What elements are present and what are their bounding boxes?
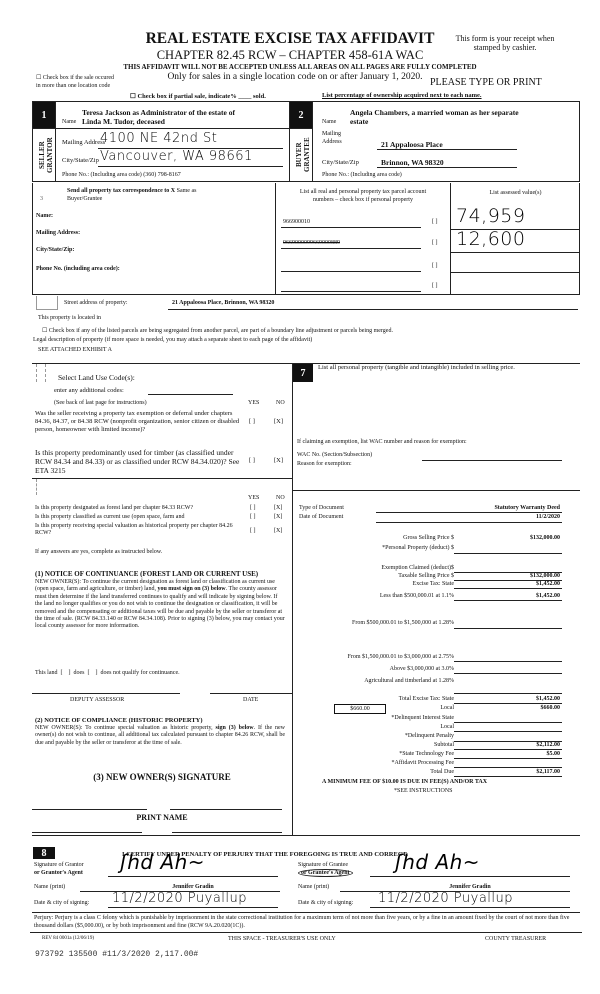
grantor-date-label: Date & city of signing: [34,900,90,906]
tax-label-taxable: Taxable Selling Price $ [398,573,454,579]
parcel-checkbox-2[interactable]: [ ] [432,240,438,246]
tax-label-gross: Gross Selling Price $ [403,535,454,541]
certification-statement: I CERTIFY UNDER PENALTY OF PERJURY THAT THE FOREGOING IS TRUE AND CORRECT. [122,851,409,858]
exemption-question: Was the seller receiving a property tax exemption or deferral under chapters 84.36, 84.37, or 84.38 RCW (nonprofit organization, senior citizen or disabled person, homeowner with limited income)? [35,410,240,433]
tax-value-tier1[interactable]: $1,452.00 [536,593,560,599]
section-number-8: 8 [33,847,55,859]
grantor-name-label: Name (print) [34,884,66,890]
personal-property-title: List all personal property (tangible and intangible) included in selling price. [318,364,515,371]
tax-value-taxable[interactable]: $132,000.00 [530,573,560,579]
completion-warning: THIS AFFIDAVIT WILL NOT BE ACCEPTED UNLESS ALL AREAS ON ALL PAGES ARE FULLY COMPLETED [123,63,477,71]
doc-type-label: Type of Document [299,505,344,511]
form-revision: REV 84 0001a (12/06/19) [42,936,94,941]
seller-phone[interactable]: Phone No.: (Including area code) (360) 798-8167 [62,172,181,178]
treasurer-use-note: THIS SPACE - TREASURER'S USE ONLY [228,936,336,942]
tax-label-subtotal: Subtotal [433,742,454,748]
tax-label-tech-fee: *State Technology Fee [399,751,454,757]
multi-location-checkbox[interactable]: ☐ Check box if the sale occured in more than one location code [36,75,115,89]
tax-label-total-state: Total Excise Tax: State [398,696,454,702]
see-instructions-note: *SEE INSTRUCTIONS [394,788,453,794]
no-header-2: NO [276,495,285,501]
seller-city-label: City/State/Zip [62,157,99,164]
receipt-note: This form is your receipt when stamped by cashier. [455,34,555,52]
seller-city[interactable]: Vancouver, WA 98661 [100,149,253,164]
tax-value-gross[interactable]: $132,000.00 [530,535,560,541]
grantor-signature[interactable]: ʃhd Ah~ [120,850,206,874]
assessed-value-1[interactable]: 74,959 [456,205,526,227]
correspondence-title: Send all property tax correspondence to X Same as Buyer/Grantee [67,188,197,202]
assessed-value-2[interactable]: 12,600 [456,228,526,250]
buyer-phone[interactable]: Phone No.: (Including area code) [322,172,402,178]
d-q2-yes[interactable]: [ ] [250,514,256,520]
section-number-3: 3 [40,196,43,202]
yes-header-2: YES [248,495,260,501]
continuance-qualify[interactable]: This land [ ] does [ ] does not qualify for continuance. [35,670,180,676]
no-header: NO [276,400,285,406]
tax-label-processing-fee: *Affidavit Processing Fee [391,760,454,766]
corr-name-label[interactable]: Name: [36,213,53,219]
tax-label-exemption: Exemption Claimed (deduct)$ [381,565,454,571]
tax-value-tech-fee[interactable]: $5.00 [546,751,560,757]
tax-label-total-due: Total Due [430,769,454,775]
see-back-note: (See back of last page for instructions) [54,400,147,406]
parcel-number-1[interactable]: 966900010 [283,219,310,225]
wac-label: WAC No. (Section/Subsection) [297,452,373,458]
tax-value-total-state[interactable]: $1,452.00 [536,696,560,702]
d-q1-no[interactable]: [X] [274,505,283,511]
new-owner-signature-title: (3) NEW OWNER(S) SIGNATURE [93,772,231,782]
county-treasurer-label: COUNTY TREASURER [485,936,547,942]
please-print: PLEASE TYPE OR PRINT [430,77,542,88]
q1-no[interactable]: [X] [274,418,284,425]
tax-label-personal: *Personal Property (deduct) $ [382,545,454,551]
seller-side-label: SELLER GRANTOR [38,137,54,173]
seller-address-label: Mailing Address [62,139,106,146]
exemption-note: If claiming an exemption, list WAC number and reason for exemption: [297,439,467,445]
parcels-header: List all real and personal property tax parcel account numbers – check box if personal property [299,189,427,203]
land-use-title: Select Land Use Code(s): [58,373,135,382]
grantee-signature[interactable]: ʃhd Ah~ [395,850,481,874]
section-number-5-box [36,364,46,382]
corr-city-label[interactable]: City/State/Zip: [36,247,75,253]
perjury-notice: Perjury: Perjury is a class C felony which is punishable by imprisonment in the state correctional institution for a maximum term of not more than five years, or by a fine in an amount fixed by the court of not more than five thousand dollars ($5,000.00), or by both imprisonment and fine (RCW 9A.20.020(1C)). [34,915,570,929]
grantor-signature-label: Signature of Grantor or Grantor's Agent [34,862,84,876]
notice-continuance-title: (1) NOTICE OF CONTINUANCE (FOREST LAND OR CURRENT USE) [35,570,259,578]
tax-value-excise-state[interactable]: $1,452.00 [536,581,560,587]
parcel-checkbox-1[interactable]: [ ] [432,219,438,225]
buyer-city[interactable]: Brinnon, WA 98320 [381,158,444,167]
treasurer-stamp: 973792 135500 #11/3/2020 2,117.00# [35,950,199,959]
grantee-name[interactable]: Jennifer Gradin [449,884,491,890]
section-number-6-box [36,479,42,495]
parcel-checkbox-3[interactable]: [ ] [432,263,438,269]
tax-value-local[interactable]: $660.00 [540,705,560,711]
local-tax-box[interactable]: $660.00 [334,704,386,714]
doc-date-label: Date of Document [299,514,344,520]
corr-address-label[interactable]: Mailing Address: [36,230,81,236]
timber-question: Is this property predominantly used for timber (as classified under RCW 84.34 and 84.33) or as classified under RCW 84.34.020)? See ETA 3215 [35,448,240,475]
section-number-2: 2 [290,102,312,128]
q2-no[interactable]: [X] [274,457,284,464]
tax-value-subtotal[interactable]: $2,112.00 [536,742,560,748]
tax-label-tier1: Less than $500,000.01 at 1.1% [379,593,454,599]
seller-address[interactable]: 4100 NE 42nd St [100,131,218,146]
grantor-date-city[interactable]: 11/2/2020 Puyallup [112,891,248,906]
d-q1-yes[interactable]: [ ] [250,505,256,511]
tax-label-delinquent-penalty: *Delinquent Penalty [404,733,454,739]
tax-label-agricultural: Agricultural and timberland at 1.28% [364,678,454,684]
grantee-date-city[interactable]: 11/2/2020 Puyallup [378,891,514,906]
buyer-address-label: Mailing Address [322,131,342,145]
street-address[interactable]: 21 Appaloosa Place, Brinnon, WA 98320 [172,300,275,306]
tax-label-tier4: Above $3,000,000 at 3.0% [389,666,454,672]
additional-codes-label: enter any additional codes: [54,387,124,394]
seller-name-label: Name [62,119,77,125]
q2-yes[interactable]: [ ] [249,457,255,464]
located-in-label: This property is located in [38,315,101,321]
form-title: REAL ESTATE EXCISE TAX AFFIDAVIT [145,30,435,47]
tax-label-excise-state: Excise Tax: State [412,581,454,587]
doc-type[interactable]: Statutory Warranty Deed [494,505,560,511]
corr-phone-label[interactable]: Phone No. (including area code): [36,266,120,272]
q1-yes[interactable]: [ ] [249,418,255,425]
tax-value-total-due[interactable]: $2,117.00 [536,769,560,775]
grantee-name-label: Name (print) [298,884,330,890]
seller-name: Teresa Jackson as Administrator of the estate of Linda M. Tudor, deceased [82,108,235,126]
tax-label-local: Local [440,705,454,711]
reason-label: Reason for exemption: [297,461,352,467]
tax-label-tier2: From $500,000.01 to $1,500,000 at 1.28% [352,620,454,626]
grantee-date-label: Date & city of signing: [298,900,354,906]
section-number-7: 7 [293,364,313,382]
notice-compliance-text: NEW OWNER(S): To continue special valuation as historic property, sign (3) below. If the new owner(s) do not wish to continue, all additional tax calculated pursuant to chapter 84.26 RCW, shall be due and payable by the seller or transferor at the time of sale. [35,725,286,746]
tax-label-delinquent-interest-local: Local [440,724,454,730]
buyer-name-label: Name [322,119,337,125]
legal-description-label: Legal description of property (if more space is needed, you may attach a separate sheet to each page of the affidavit) [33,337,313,343]
buyer-city-label: City/State/Zip [322,159,359,166]
doc-date[interactable]: 11/2/2020 [535,514,560,520]
segregated-checkbox[interactable]: ☐ Check box if any of the listed parcels are being segregated from another parcel, are part of a boundary line adjustment or parcels being merged. [42,328,393,334]
buyer-name: Angela Chambers, a married woman as her separate estate [350,108,519,126]
deputy-assessor-label: DEPUTY ASSESSOR [70,697,125,703]
date-label: DATE [243,697,259,703]
form-subtitle: CHAPTER 82.45 RCW – CHAPTER 458-61A WAC [156,48,424,62]
buyer-side-label: BUYER GRANTEE [295,137,311,173]
print-name-label: PRINT NAME [136,813,188,822]
minimum-fee-note: A MINIMUM FEE OF $10.00 IS DUE IN FEE(S) AND/OR TAX [322,779,488,785]
assessed-values-header: List assessed value(s) [489,190,542,196]
buyer-address[interactable]: 21 Appaloosa Place [381,140,443,149]
partial-sale-checkbox[interactable]: ☐ Check box if partial sale, indicate% ____ sold. [130,93,266,100]
scope-note: Only for sales in a single location code on or after January 1, 2020. [167,72,423,82]
tax-label-tier3: From $1,500,000.01 to $3,000,000 at 2.75% [347,654,454,660]
tax-label-delinquent-interest-state: *Delinquent Interest State [391,715,454,721]
current-use-question: Is this property classified as current use (open space, farm and [35,514,185,520]
parcel-number-2[interactable]: 9669000099669000889 [283,240,340,246]
section-number-1: 1 [33,102,55,128]
d-q3-no[interactable]: [X] [274,528,283,534]
forest-land-question: Is this property designated as forest land per chapter 84.33 RCW? [35,505,194,511]
ownership-note: List percentage of ownership acquired next to each name. [322,92,482,99]
section-number-4-box [36,296,58,310]
notice-compliance-title: (2) NOTICE OF COMPLIANCE (HISTORIC PROPERTY) [35,717,203,724]
legal-description[interactable]: SEE ATTACHED EXHIBIT A [38,347,112,353]
if-yes-note: If any answers are yes, complete as instructed below. [35,549,163,555]
historic-question: Is this property receiving special valuation as historical property per chapter 84.26 RCW? [35,523,233,536]
parcel-checkbox-4[interactable]: [ ] [432,283,438,289]
notice-continuance-text: NEW OWNER(S): To continue the current designation as forest land or classification as current use (open space, farm and agriculture, or timber) land, you must sign on (3) below. The county assessor must then determine if the land transferred continues to qualify and will indicate by signing below. If the land no longer qualifies or you do not wish to continue the designation or classification, it will be removed and the compensating or additional taxes will be due and payable by the seller or transferor at the time of sale. (RCW 84.33.140 or RCW 84.34.108). Prior to signing (3) below, you may contact your local county assessor for more information. [35,579,285,630]
yes-header: YES [248,400,260,406]
grantee-signature-label: Signature of Grantee or Grantee's Agent [298,861,353,877]
d-q3-yes[interactable]: [ ] [250,528,256,534]
street-address-label: Street address of property: [64,300,128,306]
d-q2-no[interactable]: [X] [274,514,283,520]
grantor-name[interactable]: Jennifer Gradin [172,884,214,890]
